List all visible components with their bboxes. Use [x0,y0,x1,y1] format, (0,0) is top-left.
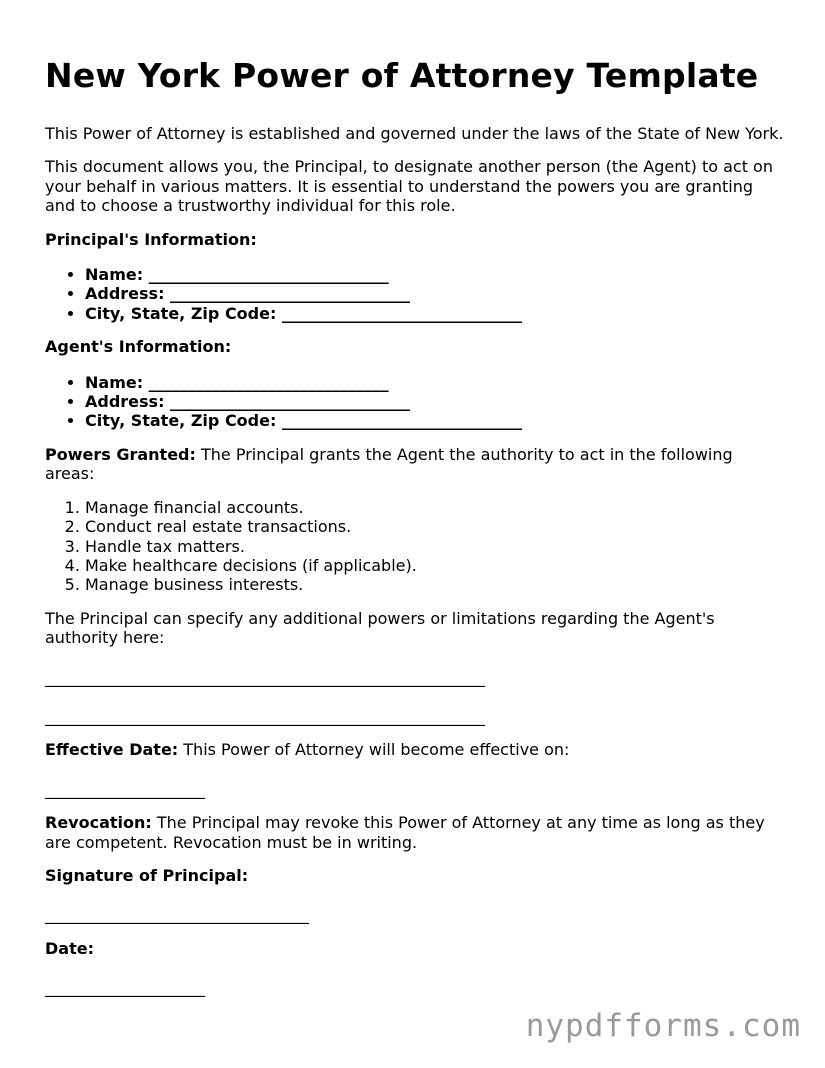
date-line: ____________________ [45,978,205,998]
powers-granted-label: Powers Granted: [45,444,196,464]
purpose-paragraph: This document allows you, the Principal, to designate another person (the Agent) to act on your behalf in various matters. It is essential to understand the powers you are granting and to choose a trustworthy individual for this role. [45,157,773,216]
signature-line: _________________________________ [45,905,309,925]
signature-label: Signature of Principal: [45,865,249,885]
powers-granted-paragraph [45,445,785,484]
effective-date-paragraph [45,740,785,759]
principal-fields [45,265,785,323]
site-watermark: nypdfforms.com [525,1008,801,1044]
revocation-text: The Principal may revoke this Power of Attorney at any time as long as they are competent. Revocation must be in writing. [45,813,765,852]
revocation-label: Revocation: [45,813,152,833]
effective-date-label: Effective Date: [45,740,179,760]
power-item: 4. Make healthcare decisions (if applicable). [85,556,785,575]
powers-granted-text: The Principal grants the Agent the authority to act in the following areas: [45,444,733,484]
intro-paragraph: This Power of Attorney is established and governed under the laws of the State of New York. [45,124,784,143]
revocation-paragraph [45,813,785,852]
principal-heading: Principal's Information: [45,229,257,249]
agent-name-field: • Name: ______________________________ [85,373,785,392]
effective-date-text: This Power of Attorney will become effective on: [178,740,570,760]
power-item: 5. Manage business interests. [85,575,785,594]
principal-name-field: • Name: ______________________________ [85,265,785,284]
principal-address-field: • Address: ______________________________ [85,284,785,303]
agent-fields [45,373,785,431]
power-item: 1. Manage financial accounts. [85,498,785,517]
date-label: Date: [45,938,94,958]
additional-powers-line-2: _______________________________________________________ [45,706,485,726]
effective-date-line: ____________________ [45,779,205,799]
agent-city-state-zip-field: • City, State, Zip Code: ______________________________ [85,411,785,430]
additional-powers-paragraph: The Principal can specify any additional powers or limitations regarding the Agent's authority here: [45,608,715,648]
principal-city-state-zip-field: • City, State, Zip Code: ______________________________ [85,304,785,323]
additional-powers-line-1: _______________________________________________________ [45,667,485,687]
power-item: 2. Conduct real estate transactions. [85,517,785,536]
document-page [45,54,785,1012]
agent-address-field: • Address: ______________________________ [85,392,785,411]
powers-list [45,498,785,595]
power-item: 3. Handle tax matters. [85,537,785,556]
agent-heading: Agent's Information: [45,337,232,357]
page-title: New York Power of Attorney Template [45,56,759,95]
